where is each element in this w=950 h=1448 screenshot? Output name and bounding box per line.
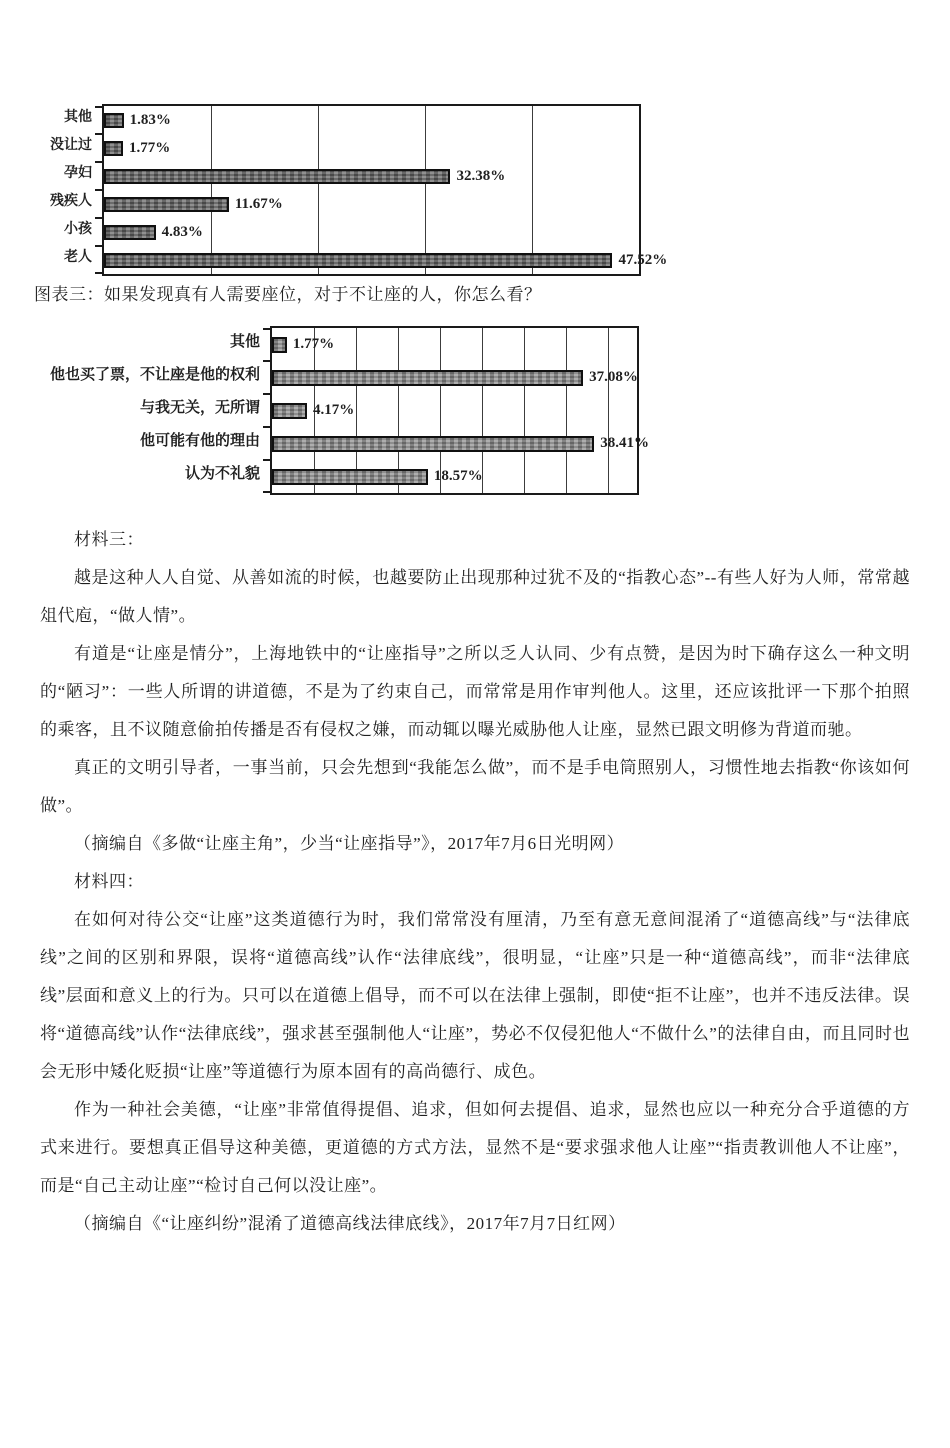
- value-label: 4.83%: [161, 223, 203, 240]
- reading-passage: [40, 521, 910, 1243]
- chart-row: [104, 246, 668, 274]
- bar: [272, 469, 428, 485]
- category-label: 与我无关，无所谓: [139, 400, 260, 417]
- value-label: 11.67%: [234, 195, 283, 212]
- bar: [104, 225, 156, 240]
- chart-row: [272, 328, 637, 361]
- chart-three-title: 图表三：如果发现真有人需要座位，对于不让座的人，你怎么看？: [34, 285, 542, 304]
- bar-chart-seat-recipients: [50, 104, 950, 276]
- category-label: 孕妇: [64, 166, 92, 182]
- axis-tick: [95, 189, 104, 191]
- value-label: 37.08%: [589, 369, 638, 385]
- value-label: 18.57%: [433, 468, 483, 484]
- axis-tick: [263, 328, 272, 330]
- material-three-paragraph-1: 越是这种人人自觉、从善如流的时候，也越要防止出现那种过犹不及的“指教心态”--有些人好为人师，常常越俎代庖，“做人情”。: [40, 568, 910, 625]
- material-three-heading: 材料三：: [74, 530, 144, 549]
- value-label: 4.17%: [312, 402, 355, 418]
- axis-tick: [263, 393, 272, 395]
- chart-row: [104, 106, 639, 134]
- material-four-paragraph-2: 作为一种社会美德，“让座”非常值得提倡、追求，但如何去提倡、追求，显然也应以一种充分合乎道德的方式来进行。要想真正倡导这种美德，更道德的方式方法，显然不是“要求强求他人让座”“指责教训他人不让座”，而是“自己主动让座”“检讨自己何以没让座”。: [40, 1100, 910, 1195]
- material-four-heading: 材料四：: [74, 872, 144, 891]
- category-label: 小孩: [64, 222, 92, 238]
- bar: [104, 253, 612, 268]
- material-four-source-citation: （摘编自《“让座纠纷”混淆了道德高线法律底线》，2017年7月7日红网）: [74, 1214, 626, 1233]
- bar-chart-opinions-not-giving-seat: [48, 326, 950, 495]
- chart-plot-area: [102, 104, 668, 276]
- axis-tick: [95, 106, 104, 108]
- scanned-document-page: [0, 104, 950, 1448]
- value-label: 1.77%: [128, 139, 171, 156]
- material-three-paragraph-3: 真正的文明引导者，一事当前，只会先想到“我能怎么做”，而不是手电筒照别人，习惯性地去指教“你该如何做”。: [40, 758, 910, 815]
- category-label: 没让过: [50, 138, 92, 154]
- category-label: 他可能有他的理由: [139, 433, 260, 450]
- bar: [104, 197, 229, 212]
- value-label: 32.38%: [456, 167, 506, 184]
- bar: [272, 436, 594, 452]
- chart-row: [104, 218, 639, 246]
- chart-row: [104, 134, 639, 162]
- bar: [272, 337, 287, 353]
- category-label: 老人: [64, 250, 92, 266]
- material-three-source-citation: （摘编自《多做“让座主角”，少当“让座指导”》，2017年7月6日光明网）: [74, 834, 625, 853]
- category-label: 其他: [64, 110, 92, 126]
- axis-tick: [263, 491, 272, 493]
- chart-plot-area: [270, 326, 650, 495]
- bar: [104, 113, 124, 128]
- value-label: 1.83%: [129, 111, 171, 128]
- axis-tick: [263, 360, 272, 362]
- axis-tick: [95, 133, 104, 135]
- chart-row: [272, 361, 637, 394]
- bar: [272, 403, 307, 419]
- bar: [272, 370, 583, 386]
- material-three-paragraph-2: 有道是“让座是情分”，上海地铁中的“让座指导”之所以乏人认同、少有点赞，是因为时下确存这么一种文明的“陋习”：一些人所谓的讲道德，不是为了约束自己，而常常是用作审判他人。这里，还应该批评一下那个拍照的乘客，且不议随意偷拍传播是否有侵权之嫌，而动辄以曝光威胁他人让座，显然已跟文明修为背道而驰。: [40, 644, 910, 739]
- axis-tick: [95, 245, 104, 247]
- chart-row: [272, 394, 637, 427]
- value-label: 38.41%: [600, 435, 650, 451]
- axis-tick: [95, 217, 104, 219]
- axis-tick: [95, 272, 104, 274]
- chart-row: [104, 162, 639, 190]
- axis-tick: [263, 426, 272, 428]
- axis-tick: [263, 459, 272, 461]
- chart-row: [272, 460, 637, 493]
- value-label: 47.52%: [618, 251, 668, 268]
- value-label: 1.77%: [292, 336, 335, 352]
- axis-tick: [95, 161, 104, 163]
- bar: [104, 141, 123, 156]
- category-label: 残疾人: [50, 194, 92, 210]
- category-label: 他也买了票，不让座是他的权利: [49, 367, 260, 384]
- material-four-paragraph-1: 在如何对待公交“让座”这类道德行为时，我们常常没有厘清，乃至有意无意间混淆了“道德高线”与“法律底线”之间的区别和界限，误将“道德高线”认作“法律底线”，很明显，“让座”只是一种“道德高线”，而非“法律底线”层面和意义上的行为。只可以在道德上倡导，而不可以在法律上强制，即使“拒不让座”，也并不违反法律。误将“道德高线”认作“法律底线”，强求甚至强制他人“让座”，势必不仅侵犯他人“不做什么”的法律自由，而且同时也会无形中矮化贬损“让座”等道德行为原本固有的高尚德行、成色。: [40, 910, 910, 1081]
- chart-row: [272, 427, 650, 460]
- category-label: 认为不礼貌: [184, 466, 260, 483]
- chart-category-labels: [48, 326, 270, 491]
- chart-row: [104, 190, 639, 218]
- bar: [104, 169, 450, 184]
- category-label: 其他: [229, 334, 260, 351]
